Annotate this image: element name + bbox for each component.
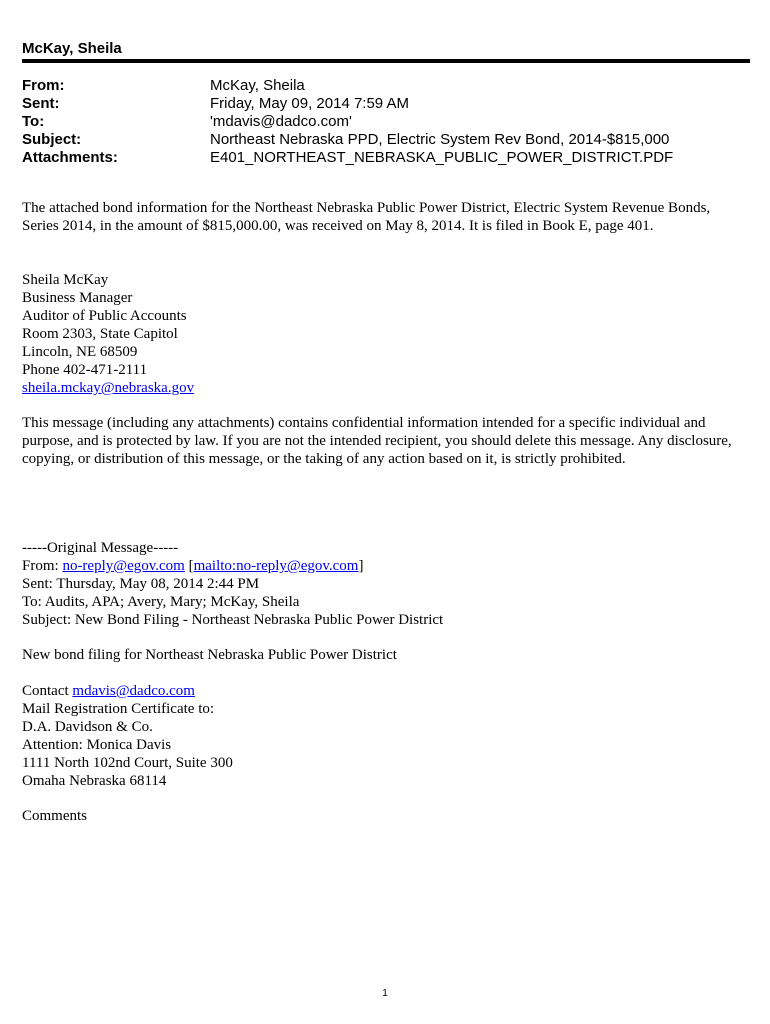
to-value: 'mdavis@dadco.com' xyxy=(210,113,352,130)
company-name: D.A. Davidson & Co. xyxy=(22,719,153,735)
subject-label: Subject: xyxy=(22,131,82,148)
attachments-label: Attachments: xyxy=(22,149,118,166)
page-number: 1 xyxy=(382,988,388,999)
original-from-open-bracket: [ xyxy=(184,558,194,574)
signature-title: Business Manager xyxy=(22,290,133,306)
contact-row xyxy=(22,682,195,700)
confidentiality-disclaimer: This message (including any attachments) contains confidential information intended for a specific individual and purpose, and is protected by law. If you are not the intended recipient, you should delete this message. Any disclosure, copying, or distribution of this message, or the taking of any action based on it, is strictly prohibited. xyxy=(22,415,732,467)
sent-label: Sent: xyxy=(22,95,60,112)
from-label: From: xyxy=(22,77,65,94)
contact-prefix: Contact xyxy=(22,683,73,699)
signature-email-row xyxy=(22,379,194,397)
signature-email-link[interactable]: sheila.mckay@nebraska.gov xyxy=(22,380,195,396)
header-divider xyxy=(22,59,750,63)
original-subject: Subject: New Bond Filing - Northeast Nebraska Public Power District xyxy=(22,612,444,628)
original-from-prefix: From: xyxy=(22,558,63,574)
filing-notice: New bond filing for Northeast Nebraska Public Power District xyxy=(22,647,397,663)
address-line-2: Omaha Nebraska 68114 xyxy=(22,773,167,789)
attachment-file[interactable]: E401_NORTHEAST_NEBRASKA_PUBLIC_POWER_DISTRICT.PDF xyxy=(210,149,674,166)
from-value: McKay, Sheila xyxy=(210,77,305,94)
subject-value: Northeast Nebraska PPD, Electric System Rev Bond, 2014-$815,000 xyxy=(210,131,670,148)
signature-office: Auditor of Public Accounts xyxy=(22,308,187,324)
original-from-mailto-link[interactable]: mailto:no-reply@egov.com xyxy=(193,558,359,574)
contact-email-link[interactable]: mdavis@dadco.com xyxy=(72,683,195,699)
original-from-row xyxy=(22,557,363,575)
signature-phone: Phone 402-471-2111 xyxy=(22,362,148,378)
signature-city: Lincoln, NE 68509 xyxy=(22,344,138,360)
original-sent: Sent: Thursday, May 08, 2014 2:44 PM xyxy=(22,576,260,592)
original-from-close-bracket: ] xyxy=(358,558,364,574)
signature-room: Room 2303, State Capitol xyxy=(22,326,178,342)
sent-value: Friday, May 09, 2014 7:59 AM xyxy=(210,95,409,112)
to-label: To: xyxy=(22,113,45,130)
mailbox-owner: McKay, Sheila xyxy=(22,40,122,57)
original-from-email-link[interactable]: no-reply@egov.com xyxy=(62,558,185,574)
intro-paragraph: The attached bond information for the Northeast Nebraska Public Power District, Electric System Revenue Bonds, Series 2014, in the amount of $815,000.00, was received on May 8, 2014. It is filed in Book E, page 401. xyxy=(22,200,711,234)
mail-registration-line: Mail Registration Certificate to: xyxy=(22,701,215,717)
original-message-separator: -----Original Message----- xyxy=(22,540,179,556)
attention-line: Attention: Monica Davis xyxy=(22,737,172,753)
address-line-1: 1111 North 102nd Court, Suite 300 xyxy=(22,755,233,771)
signature-name: Sheila McKay xyxy=(22,272,109,288)
comments-label: Comments xyxy=(22,808,88,824)
original-to: To: Audits, APA; Avery, Mary; McKay, Sheila xyxy=(22,594,300,610)
